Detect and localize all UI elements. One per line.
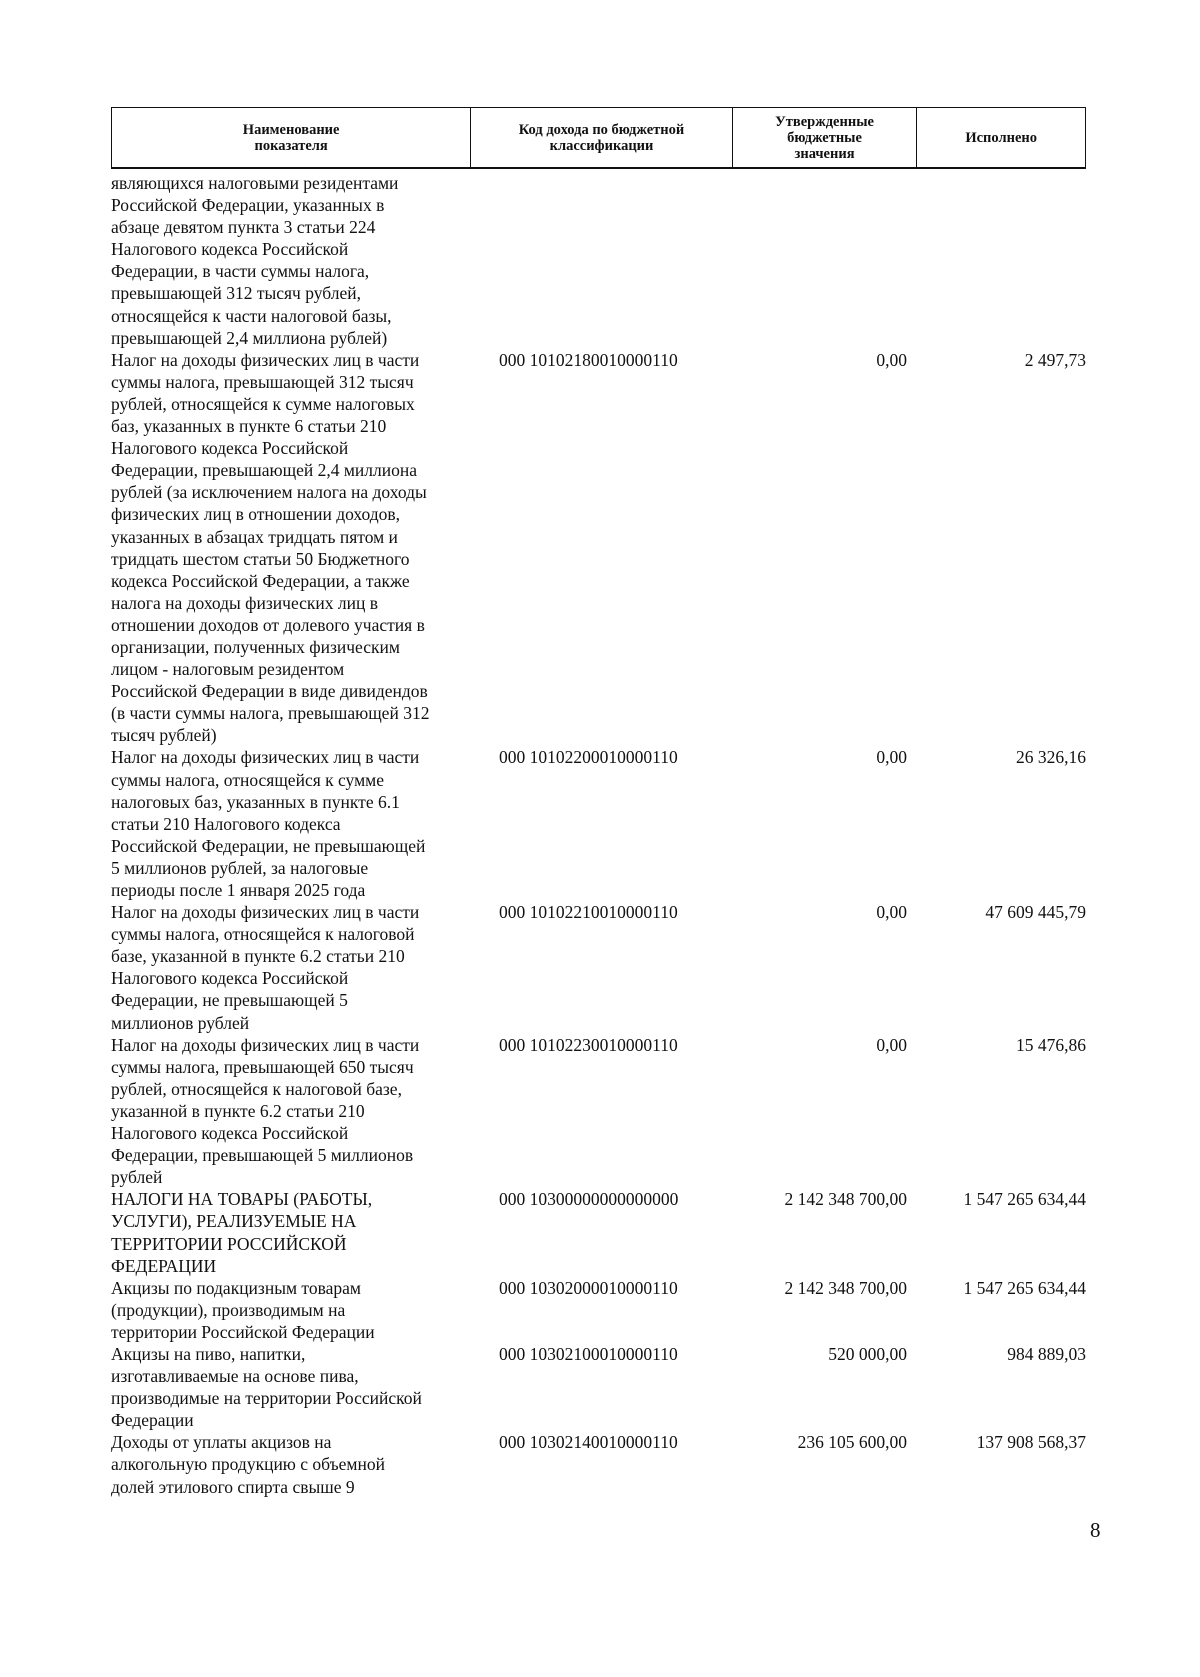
table-row <box>111 349 1086 747</box>
header-name: Наименование показателя <box>112 108 471 167</box>
header-executed: Исполнено <box>965 129 1038 146</box>
row-approved: 2 142 348 700,00 <box>784 1277 907 1298</box>
row-name: НАЛОГИ НА ТОВАРЫ (РАБОТЫ, УСЛУГИ), РЕАЛИЗУЕМЫЕ НА ТЕРРИТОРИИ РОССИЙСКОЙ ФЕДЕРАЦИИ <box>111 1189 373 1276</box>
row-code: 000 10102180010000110 <box>499 349 678 370</box>
table-row <box>111 1188 1086 1276</box>
row-code: 000 10302000010000110 <box>499 1277 678 1298</box>
row-code: 000 10102230010000110 <box>499 1034 678 1055</box>
row-executed: 1 547 265 634,44 <box>963 1189 1086 1210</box>
row-code: 000 10302100010000110 <box>499 1343 678 1364</box>
row-approved: 0,00 <box>876 1034 907 1055</box>
row-name: Налог на доходы физических лиц в части суммы налога, превышающей 650 тысяч рублей, относящейся к налоговой базе, указанной в пункте 6.2 статьи 210 Налогового кодекса Российской Федерации, превышающей 5 миллионов рублей <box>111 1034 420 1188</box>
page-number: 8 <box>1090 1518 1101 1542</box>
row-executed: 1 547 265 634,44 <box>963 1277 1086 1298</box>
row-executed: 984 889,03 <box>1007 1343 1086 1364</box>
row-executed: 137 908 568,37 <box>976 1432 1086 1453</box>
row-executed: 26 326,16 <box>1016 747 1086 768</box>
table-row <box>111 1034 1086 1189</box>
row-name: Акцизы на пиво, напитки, изготавливаемые на основе пива, производимые на территории Российской Федерации <box>111 1343 422 1431</box>
row-executed: 47 609 445,79 <box>985 902 1086 923</box>
row-name: Доходы от уплаты акцизов на алкогольную продукцию с объемной долей этилового спирта свыше 9 <box>111 1432 385 1497</box>
row-code: 000 10102210010000110 <box>499 902 678 923</box>
row-approved: 236 105 600,00 <box>797 1432 907 1453</box>
table-row <box>111 172 1086 349</box>
row-code: 000 10300000000000000 <box>499 1189 679 1210</box>
row-approved: 520 000,00 <box>828 1343 907 1364</box>
row-name: Налог на доходы физических лиц в части суммы налога, превышающей 312 тысяч рублей, относящейся к сумме налоговых баз, указанных в пункте 6 статьи 210 Налогового кодекса Российской Федерации, превышающей 2,4 миллиона рублей (за исключением налога на доходы физических лиц в отношении доходов, указанных в абзацах тридцать пятом и тридцать шестом статьи 50 Бюджетного кодекса Российской Федерации, а также налога на доходы физических лиц в отношении доходов от долевого участия в организации, полученных физическим лицом - налоговым резидентом Российской Федерации в виде дивидендов (в части суммы налога, превышающей 312 тысяч рублей) <box>111 349 430 746</box>
row-code: 000 10102200010000110 <box>499 747 678 768</box>
row-approved: 0,00 <box>876 747 907 768</box>
row-name: Налог на доходы физических лиц в части суммы налога, относящейся к налоговой базе, указанной в пункте 6.2 статьи 210 Налогового кодекса Российской Федерации, не превышающей 5 миллионов рублей <box>111 902 420 1033</box>
row-executed: 15 476,86 <box>1016 1034 1086 1055</box>
row-name: Налог на доходы физических лиц в части суммы налога, относящейся к сумме налоговых баз, указанных в пункте 6.1 статьи 210 Налогового кодекса Российской Федерации, не превышающей 5 миллионов рублей, за налоговые периоды после 1 января 2025 года <box>111 747 426 900</box>
row-approved: 2 142 348 700,00 <box>784 1189 907 1210</box>
row-name: являющихся налоговыми резидентами Российской Федерации, указанных в абзаце девятом пункта 3 статьи 224 Налогового кодекса Российской Федерации, в части суммы налога, превышающей 312 тысяч рублей, относящейся к части налоговой базы, превышающей 2,4 миллиона рублей) <box>111 173 399 348</box>
row-executed: 2 497,73 <box>1024 349 1086 370</box>
row-code: 000 10302140010000110 <box>499 1432 678 1453</box>
table-row <box>111 901 1086 1034</box>
row-name: Акцизы по подакцизным товарам (продукции), производимым на территории Российской Федерации <box>111 1277 375 1342</box>
table-row <box>111 1277 1086 1343</box>
table-row <box>111 1343 1086 1431</box>
table-row <box>111 1431 1086 1497</box>
header-approved: Утвержденные бюджетные значения <box>733 108 918 167</box>
table-header <box>111 107 1086 169</box>
row-approved: 0,00 <box>876 902 907 923</box>
header-code: Код дохода по бюджетной классификации <box>471 108 732 167</box>
table-row <box>111 746 1086 901</box>
table-body <box>111 172 1086 1498</box>
row-approved: 0,00 <box>876 349 907 370</box>
